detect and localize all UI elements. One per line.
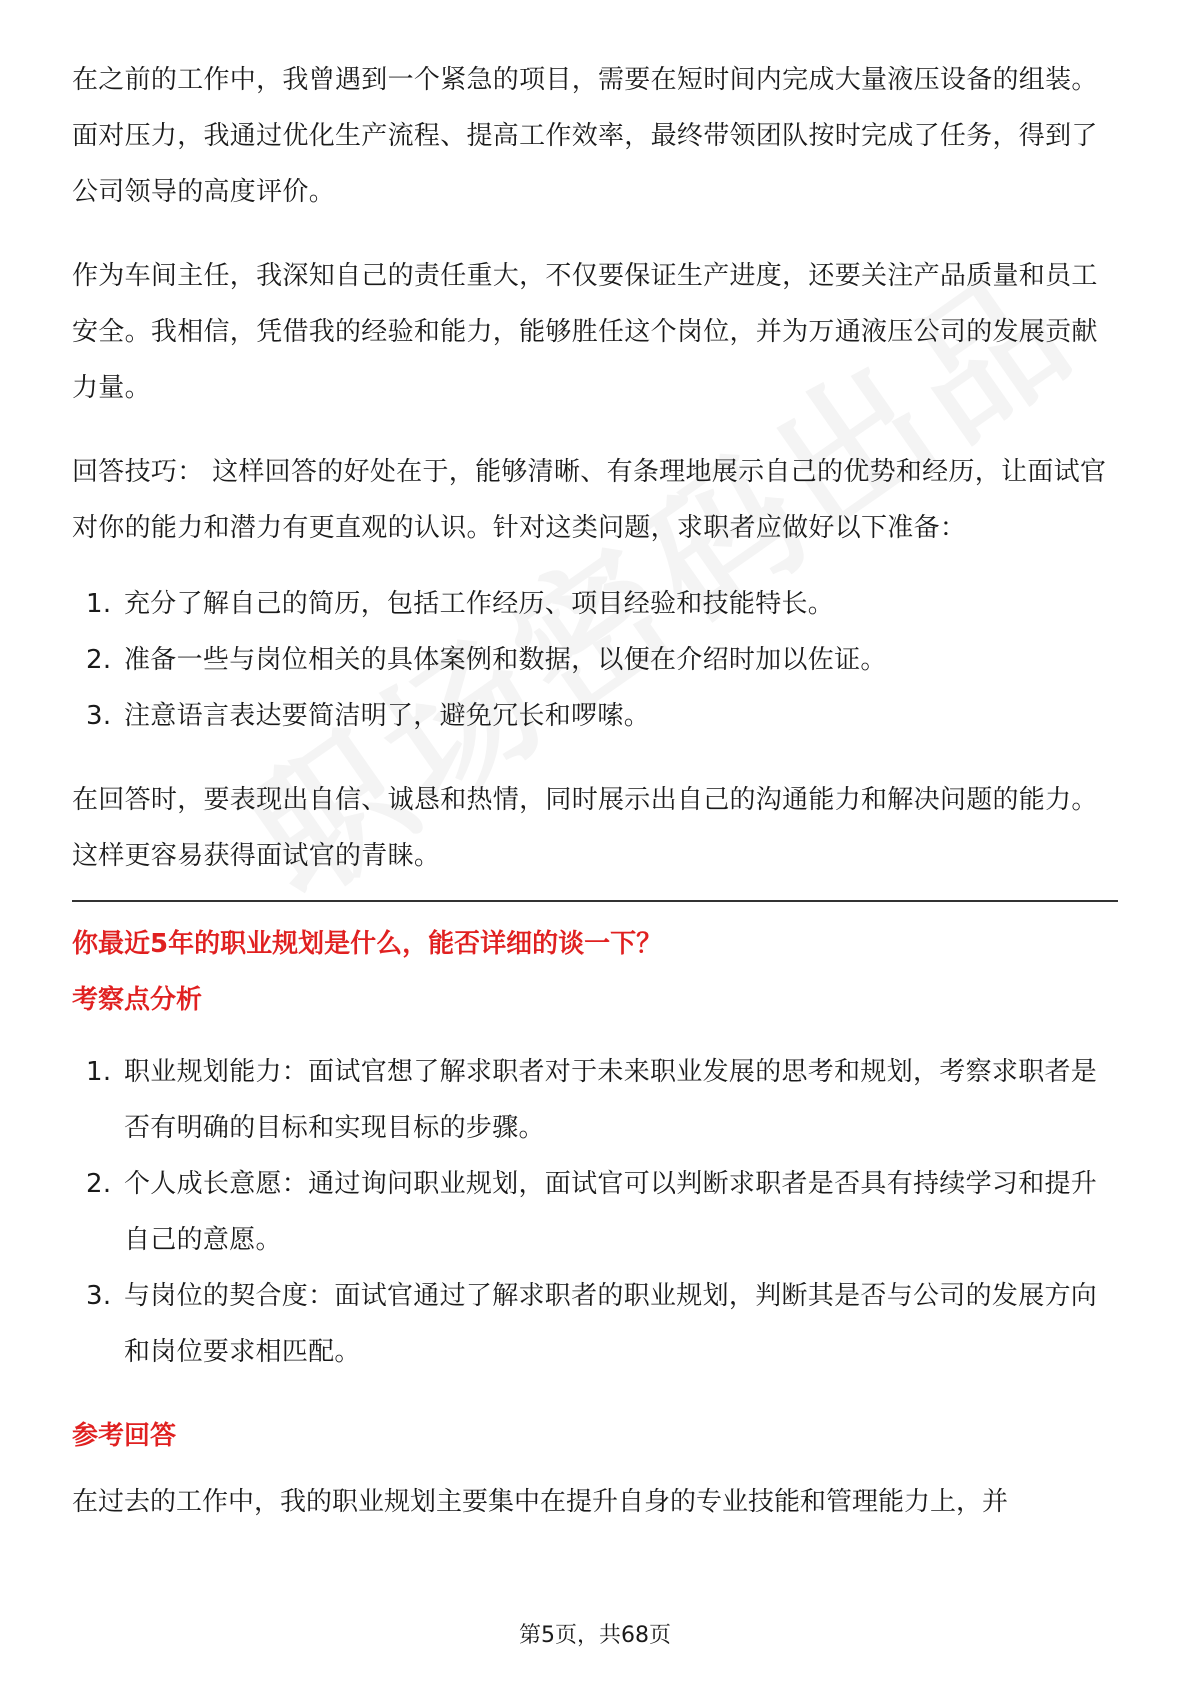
list-number: 3. (86, 701, 112, 731)
page-footer (0, 1618, 1190, 1649)
list-number: 3. (86, 1281, 112, 1311)
reference-title: 参考回答 (72, 1421, 177, 1451)
prep-list (72, 576, 1118, 744)
list-item (72, 576, 1118, 632)
list-text: 注意语言表达要简洁明了，避免冗长和啰嗦。 (124, 701, 651, 731)
list-text: 准备一些与岗位相关的具体案例和数据，以便在介绍时加以佐证。 (124, 645, 887, 675)
list-item (72, 1156, 1118, 1268)
list-number: 1. (86, 589, 112, 619)
list-number: 1. (86, 1057, 112, 1087)
section-divider (72, 900, 1118, 902)
question-heading: 你最近5年的职业规划是什么，能否详细的谈一下？ (72, 929, 663, 959)
list-text: 充分了解自己的简历，包括工作经历、项目经验和技能特长。 (124, 589, 835, 619)
analysis-title: 考察点分析 (72, 985, 203, 1015)
paragraph-closing: 在回答时，要表现出自信、诚恳和热情，同时展示出自己的沟通能力和解决问题的能力。这样更容易获得面试官的青睐。 (72, 785, 1098, 871)
page-number: 第5页，共68页 (515, 1623, 675, 1648)
list-item (72, 1044, 1118, 1156)
list-number: 2. (86, 1169, 112, 1199)
paragraph-experience: 在之前的工作中，我曾遇到一个紧急的项目，需要在短时间内完成大量液压设备的组装。面对压力，我通过优化生产流程、提高工作效率，最终带领团队按时完成了任务，得到了公司领导的高度评价。 (72, 65, 1098, 207)
paragraph-tips: 回答技巧： 这样回答的好处在于，能够清晰、有条理地展示自己的优势和经历，让面试官对你的能力和潜力有更直观的认识。针对这类问题，求职者应做好以下准备： (72, 457, 1107, 543)
document-page (72, 52, 1118, 1517)
list-item (72, 688, 1118, 744)
list-item (72, 1268, 1118, 1380)
analysis-list (72, 1044, 1118, 1380)
list-text: 与岗位的契合度：面试官通过了解求职者的职业规划，判断其是否与公司的发展方向和岗位要求相匹配。 (124, 1281, 1098, 1367)
list-text: 个人成长意愿：通过询问职业规划，面试官可以判断求职者是否具有持续学习和提升自己的意愿。 (124, 1169, 1098, 1255)
reference-answer-cut: 在过去的工作中，我的职业规划主要集中在提升自身的专业技能和管理能力上，并 (72, 1487, 1009, 1517)
list-text: 职业规划能力：面试官想了解求职者对于未来职业发展的思考和规划，考察求职者是否有明确的目标和实现目标的步骤。 (124, 1057, 1098, 1143)
list-item (72, 632, 1118, 688)
list-number: 2. (86, 645, 112, 675)
paragraph-responsibility: 作为车间主任，我深知自己的责任重大，不仅要保证生产进度，还要关注产品质量和员工安全。我相信，凭借我的经验和能力，能够胜任这个岗位，并为万通液压公司的发展贡献力量。 (72, 261, 1098, 403)
